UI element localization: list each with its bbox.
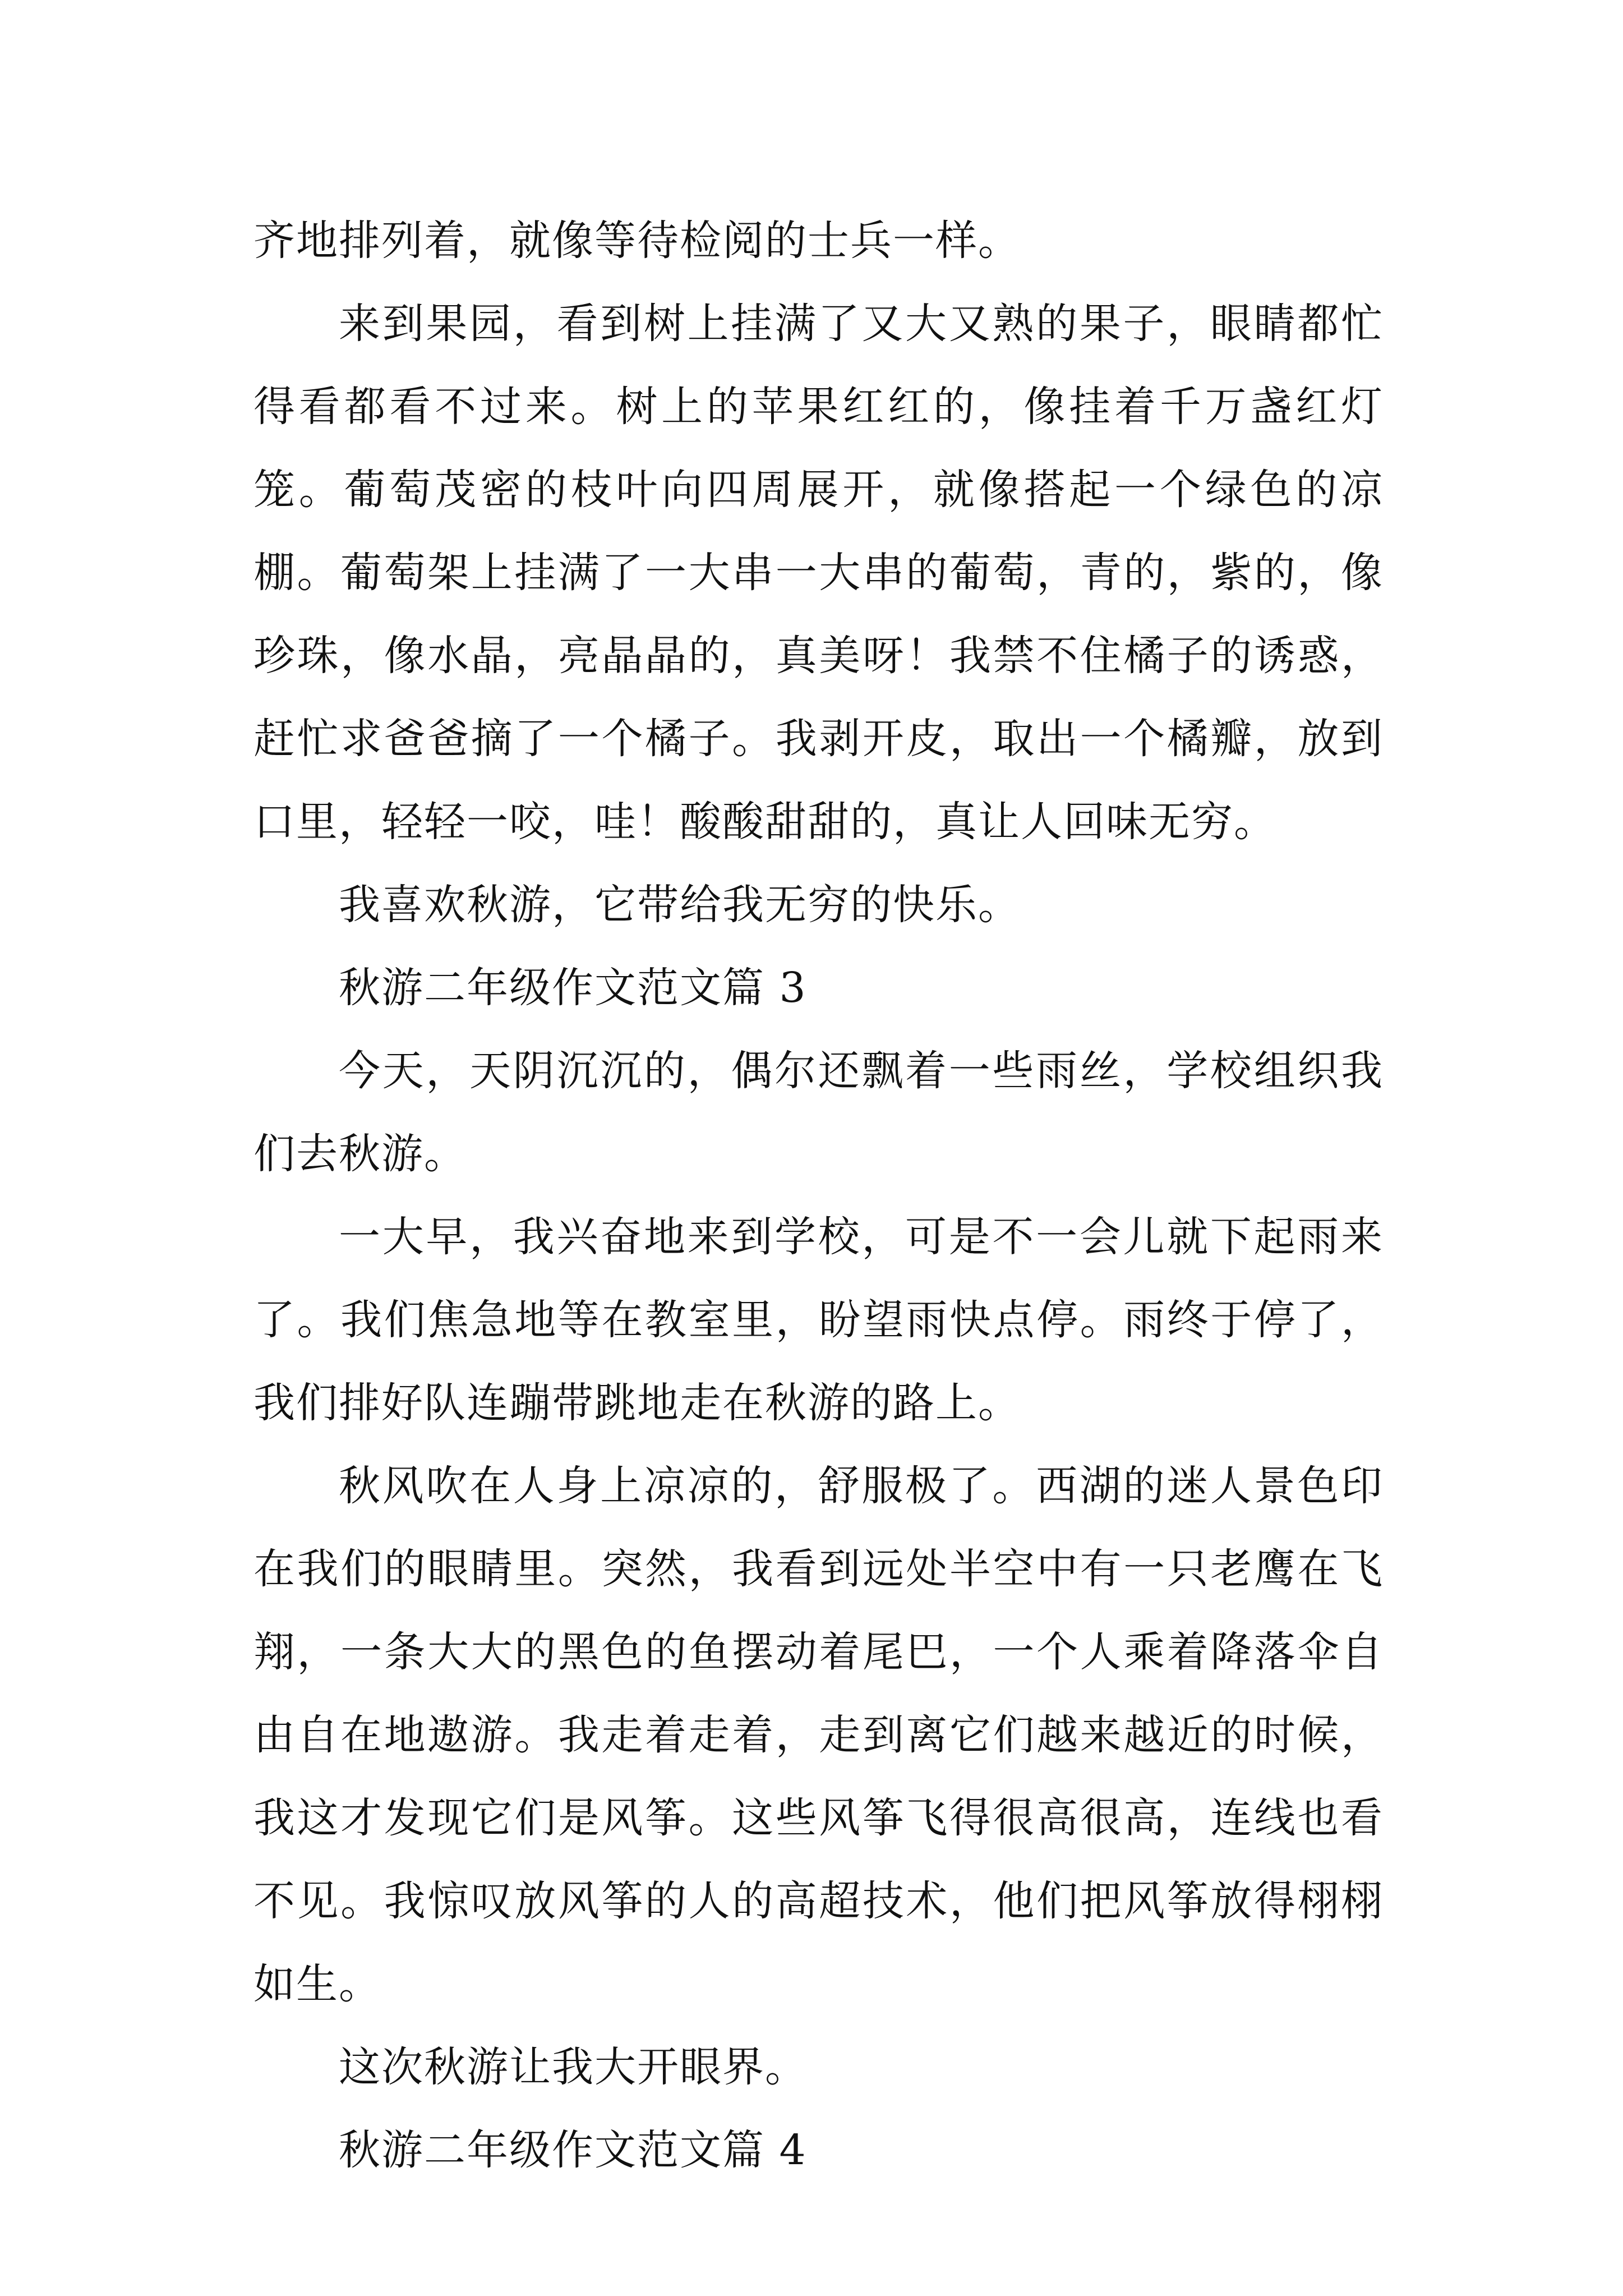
paragraph-morning: 一大早，我兴奋地来到学校，可是不一会儿就下起雨来了。我们焦急地等在教室里，盼望雨快点停。雨终于停了，我们排好队连蹦带跳地走在秋游的路上。 [253,1213,1384,1427]
paragraph-intro: 今天，天阴沉沉的，偶尔还飘着一些雨丝，学校组织我们去秋游。 [253,1047,1384,1178]
paragraph-kites: 秋风吹在人身上凉凉的，舒服极了。西湖的迷人景色印在我们的眼睛里。突然，我看到远处半空中有一只老鹰在飞翔，一条大大的黑色的鱼摆动着尾巴，一个人乘着降落伞自由自在地遨游。我走着走着，走到离它们越来越近的时候，我这才发现它们是风筝。这些风筝飞得很高很高，连线也看不见。我惊叹放风筝的人的高超技术，他们把风筝放得栩栩如生。 [253,1462,1384,2008]
section-heading-4: 秋游二年级作文范文篇 4 [339,2126,807,2174]
document-body [253,199,1384,2192]
paragraph-conclusion: 我喜欢秋游，它带给我无穷的快乐。 [339,881,1021,929]
paragraph-continuation: 齐地排列着，就像等待检阅的士兵一样。 [253,217,1021,265]
section-heading-3: 秋游二年级作文范文篇 3 [339,964,807,1012]
paragraph-orchard: 来到果园，看到树上挂满了又大又熟的果子，眼睛都忙得看都看不过来。树上的苹果红红的，像挂着千万盏红灯笼。葡萄茂密的枝叶向四周展开，就像搭起一个绿色的凉棚。葡萄架上挂满了一大串一大串的葡萄，青的，紫的，像珍珠，像水晶，亮晶晶的，真美呀！我禁不住橘子的诱惑，赶忙求爸爸摘了一个橘子。我剥开皮，取出一个橘瓣，放到口里，轻轻一咬，哇！酸酸甜甜的，真让人回味无穷。 [253,300,1384,846]
paragraph-ending: 这次秋游让我大开眼界。 [339,2043,808,2091]
